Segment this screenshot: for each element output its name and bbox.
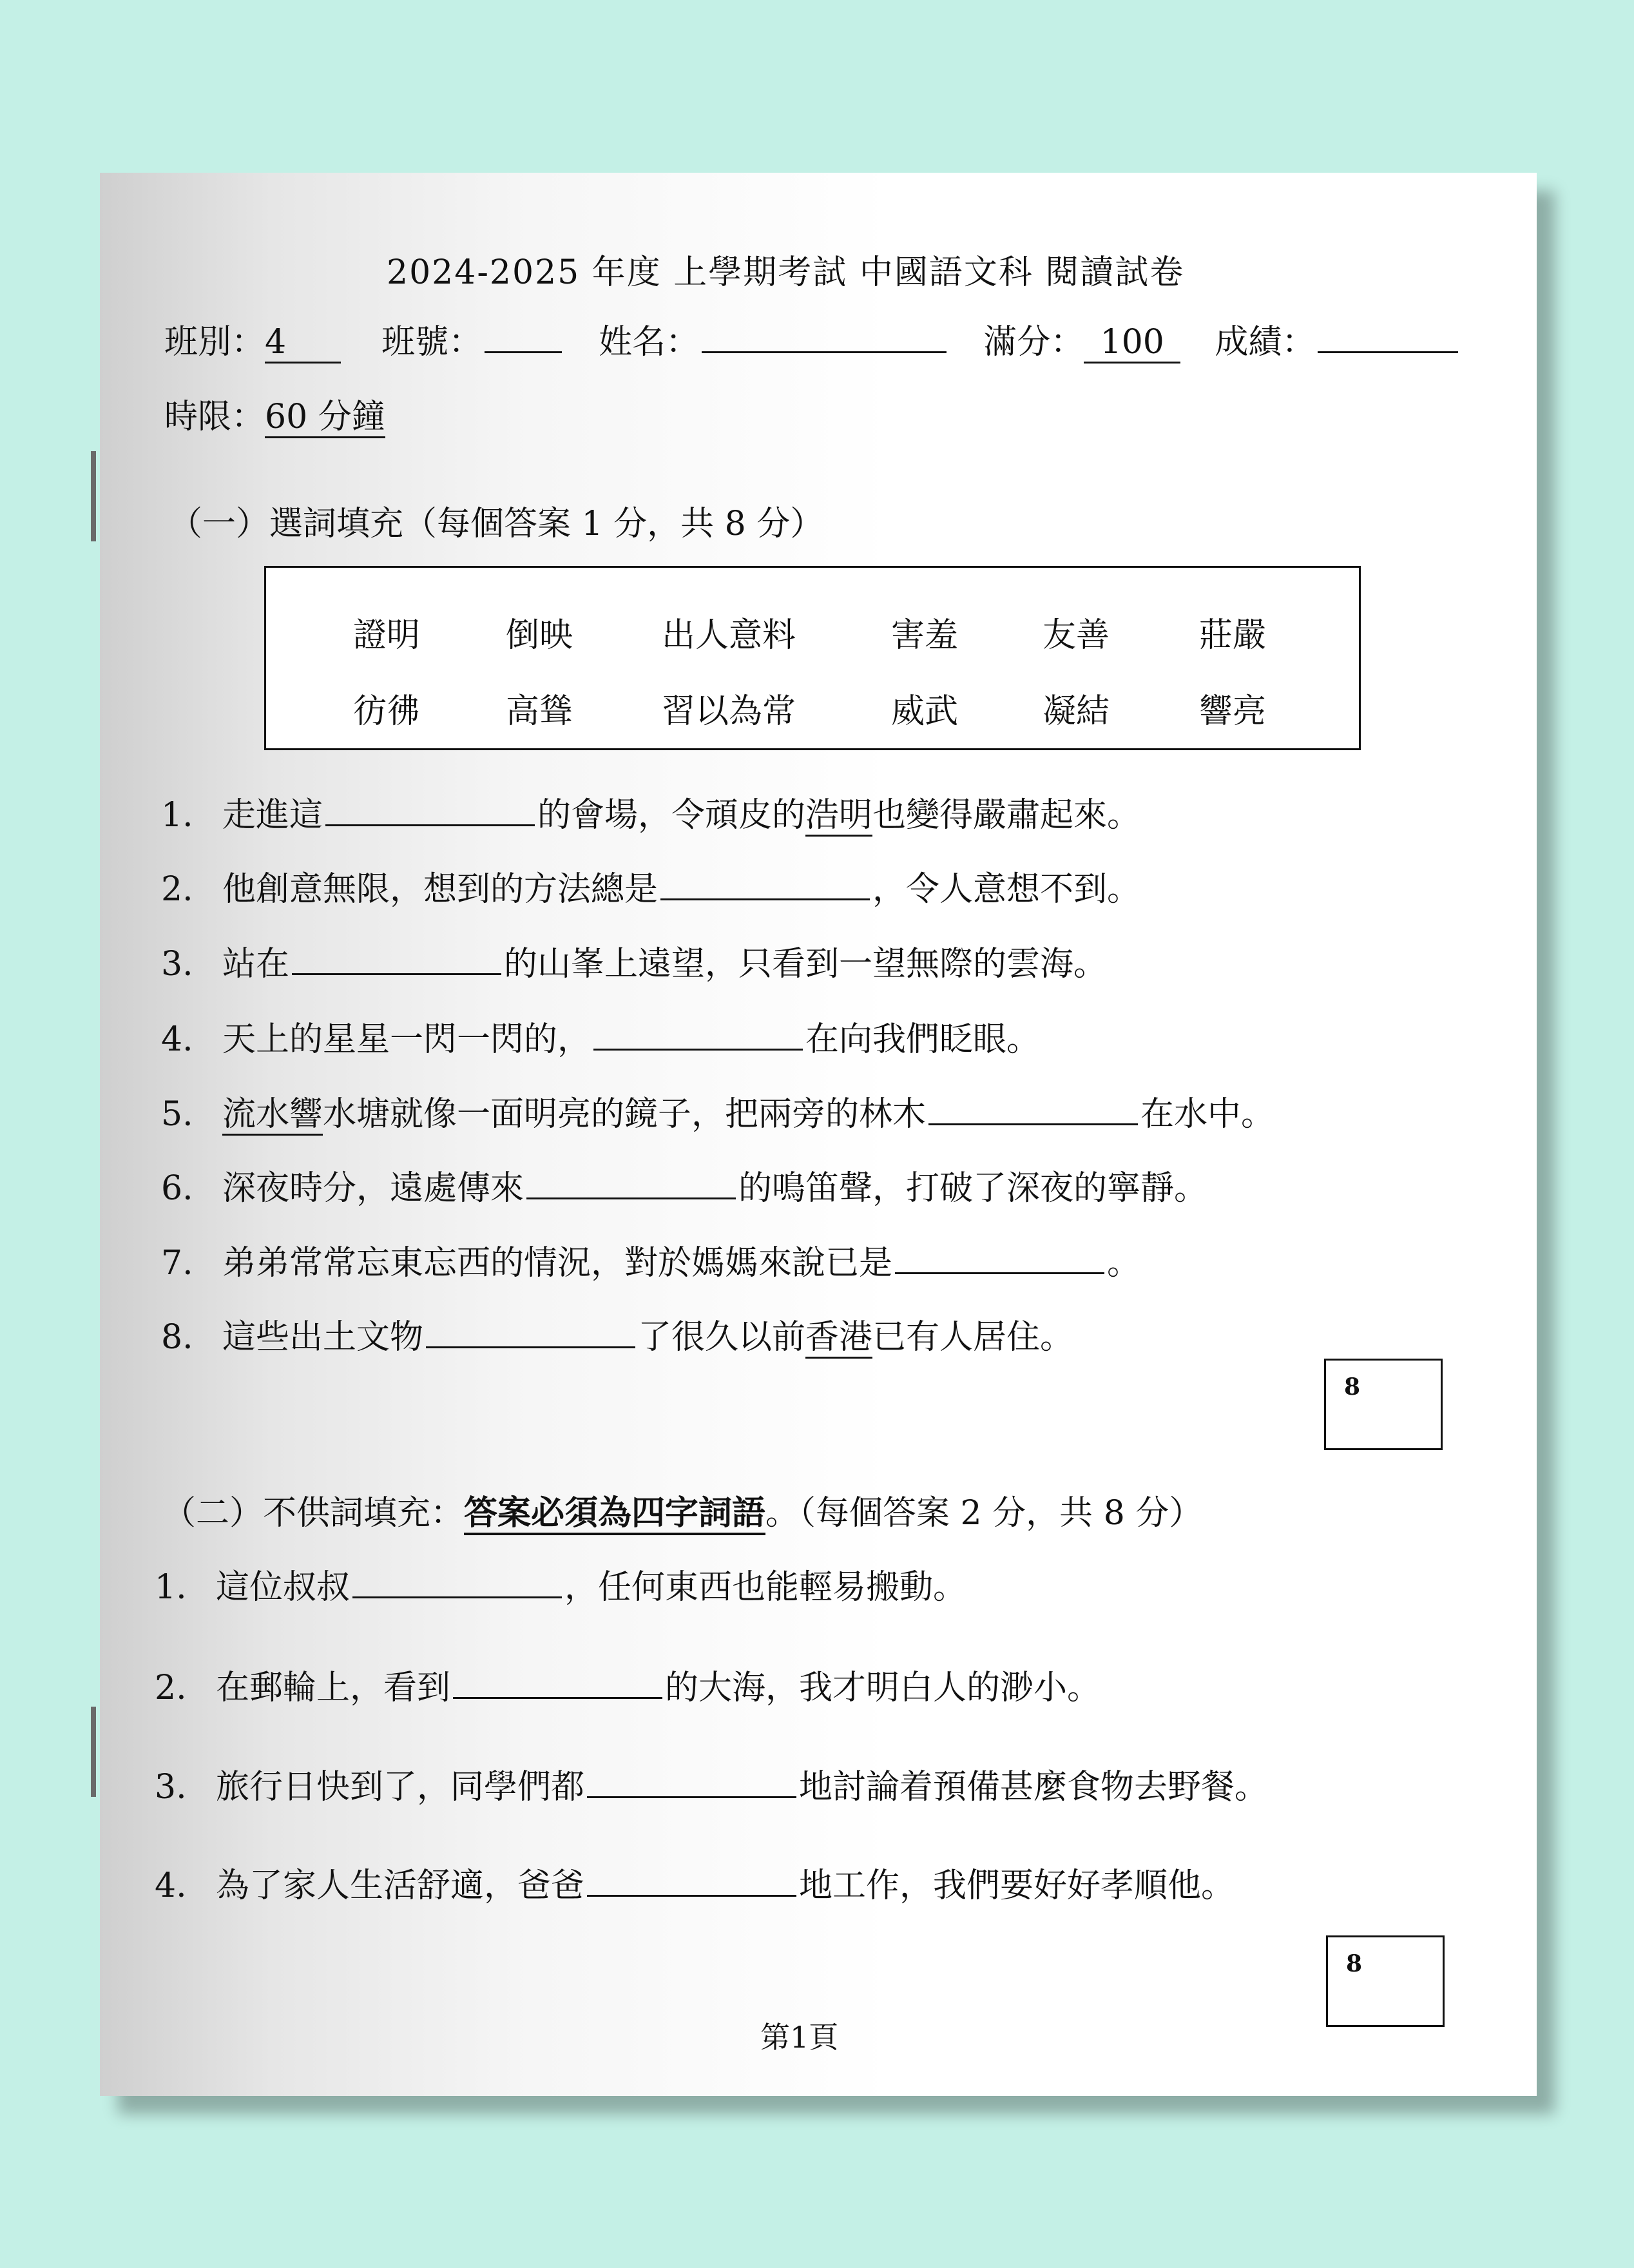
answer-blank[interactable] (325, 792, 535, 826)
time-label: 時限： (164, 398, 265, 436)
full-marks-value: 100 (1084, 323, 1180, 363)
s1-question-4: 4. 天上的星星一閃一閃的， 在向我們眨眼。 (161, 1012, 1040, 1060)
word-bank-item: 友善 (1043, 616, 1110, 655)
s2-question-2: 2. 在郵輪上，看到 的大海，我才明白人的渺小。 (155, 1660, 1101, 1709)
binding-mark-bottom (91, 1707, 96, 1797)
class-label: 班別： (164, 323, 265, 362)
s1-question-7: 7. 弟弟常常忘東忘西的情況，對於媽媽來說已是 。 (161, 1236, 1140, 1284)
word-bank-item: 證明 (353, 616, 421, 655)
proper-noun: 浩明 (805, 796, 872, 837)
s2-question-4: 4. 為了家人生活舒適，爸爸 地工作，我們要好好孝順他。 (155, 1858, 1235, 1906)
time-limit-row (164, 389, 385, 438)
student-info-row (164, 315, 1461, 363)
word-bank-item: 響亮 (1199, 692, 1267, 731)
answer-blank[interactable] (928, 1091, 1138, 1125)
binding-mark-top (91, 451, 96, 541)
section1-score-box[interactable] (1324, 1359, 1443, 1450)
word-bank-item: 彷彿 (353, 692, 421, 731)
answer-blank[interactable] (895, 1240, 1104, 1274)
answer-blank[interactable] (352, 1564, 562, 1598)
word-bank-item: 凝結 (1043, 692, 1110, 731)
exam-title: 2024-2025 年度 上學期考試 中國語文科 閱讀試卷 (387, 253, 1185, 292)
section1-heading: （一）選詞填充（每個答案 1 分，共 8 分） (169, 505, 824, 543)
word-bank-item: 倒映 (506, 616, 573, 655)
s1-question-6: 6. 深夜時分，遠處傳來 的鳴笛聲，打破了深夜的寧靜。 (161, 1161, 1207, 1209)
score-field[interactable] (1318, 319, 1458, 353)
name-label: 姓名： (599, 323, 700, 362)
section2-score-box[interactable] (1326, 1935, 1445, 2027)
class-field[interactable] (265, 323, 341, 363)
score-label: 成績： (1215, 323, 1316, 362)
answer-blank[interactable] (426, 1314, 635, 1348)
section1-score: 8 (1344, 1373, 1361, 1401)
name-field[interactable] (702, 319, 947, 353)
s1-question-2: 2. 他創意無限，想到的方法總是 ，令人意想不到。 (161, 862, 1140, 910)
word-bank-item: 莊嚴 (1199, 616, 1267, 655)
section2-score: 8 (1346, 1950, 1363, 1977)
s2-question-1: 1. 這位叔叔 ，任何東西也能輕易搬動。 (155, 1560, 966, 1608)
number-label: 班號： (381, 323, 483, 362)
answer-blank[interactable] (593, 1016, 803, 1051)
number-field[interactable] (485, 319, 562, 353)
s1-question-8: 8. 這些出土文物 了很久以前香港已有人居住。 (161, 1310, 1073, 1358)
s2-question-3: 3. 旅行日快到了，同學們都 地討論着預備甚麼食物去野餐。 (155, 1759, 1268, 1808)
word-bank-item: 害羞 (891, 616, 959, 655)
proper-noun: 流水響 (222, 1095, 323, 1136)
section2-instruction: 答案必須為四字詞語 (464, 1493, 765, 1535)
proper-noun: 香港 (805, 1318, 872, 1359)
s1-question-1: 1. 走進這 的會場，令頑皮的浩明也變得嚴肅起來。 (161, 788, 1140, 836)
answer-blank[interactable] (587, 1764, 796, 1798)
class-value: 4 (265, 323, 287, 362)
section2-heading: （二）不供詞填充：答案必須為四字詞語。（每個答案 2 分，共 8 分） (162, 1486, 1202, 1534)
answer-blank[interactable] (587, 1863, 796, 1897)
answer-blank[interactable] (292, 941, 501, 975)
answer-blank[interactable] (526, 1165, 736, 1199)
page-number: 第1頁 (760, 2020, 839, 2055)
word-bank-item: 威武 (891, 692, 959, 731)
s1-question-5: 5. 流水響水塘就像一面明亮的鏡子，把兩旁的林木 在水中。 (161, 1087, 1274, 1135)
answer-blank[interactable] (453, 1665, 662, 1699)
word-bank-item: 習以為常 (662, 692, 796, 731)
full-marks-label: 滿分： (983, 323, 1084, 362)
word-bank-item: 高聳 (506, 692, 573, 731)
s1-question-3: 3. 站在 的山峯上遠望，只看到一望無際的雲海。 (161, 936, 1107, 985)
word-bank-item: 出人意料 (662, 616, 796, 655)
answer-blank[interactable] (660, 866, 870, 900)
word-bank-box (264, 566, 1361, 750)
time-value: 60 分鐘 (265, 398, 385, 438)
